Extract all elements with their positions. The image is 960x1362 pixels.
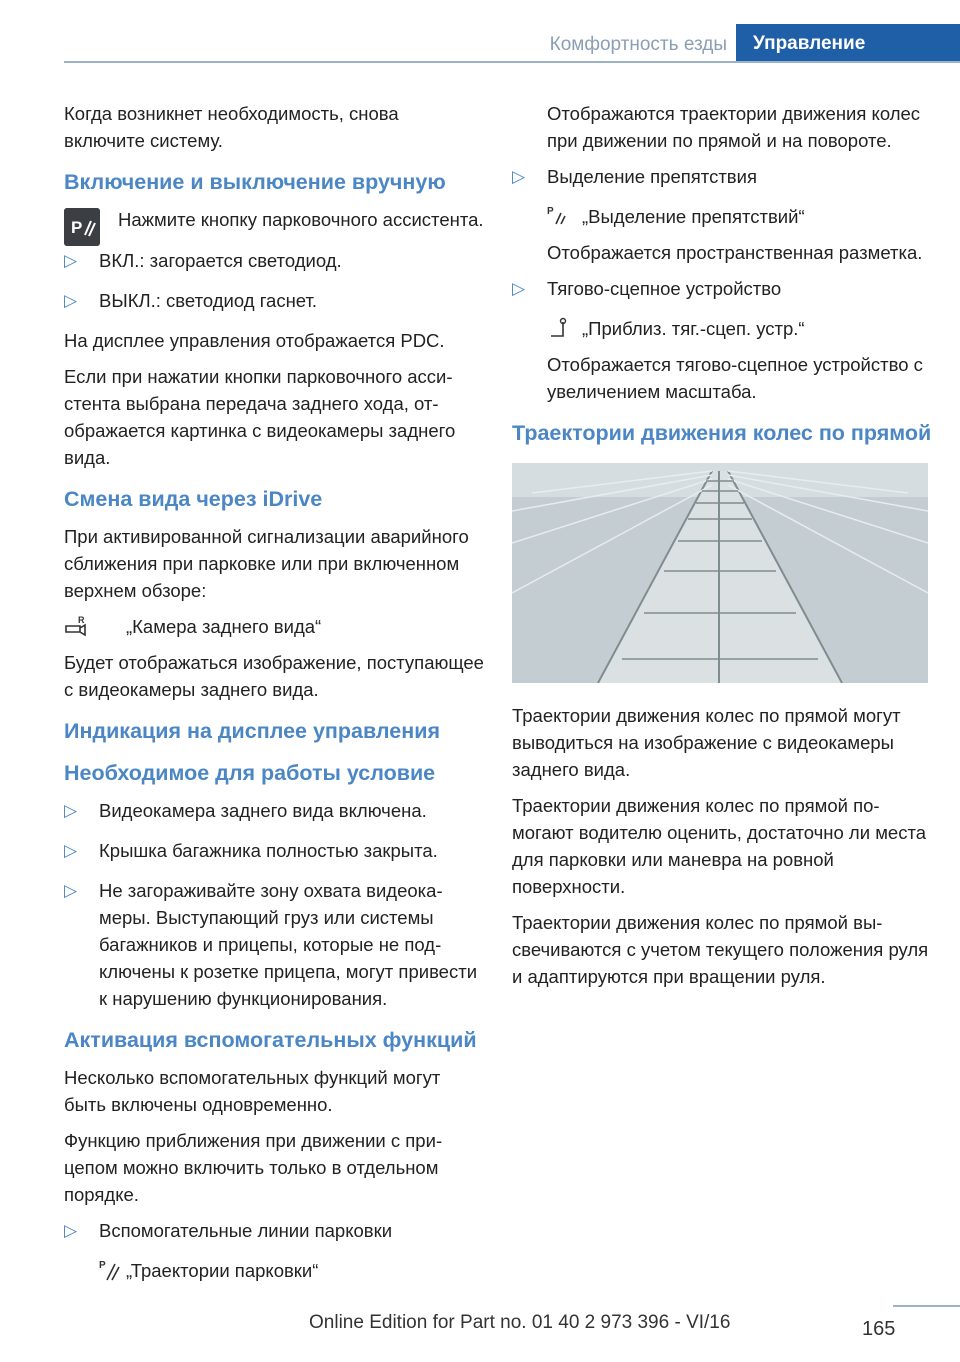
menu-item-trajectories: P „Траектории парковки“ [99, 1260, 319, 1281]
heading-manual: Включение и выключение вручную [64, 170, 446, 194]
left-column [64, 100, 484, 1293]
paragraph: Отображаются траектории движения колес при движении по прямой и на повороте. [547, 103, 921, 151]
header-tab: Управление [736, 24, 960, 63]
list-item: ▷ Выделение препятствия [512, 163, 932, 190]
list-item: ▷ Тягово-сцепное устройство [512, 275, 932, 302]
footer-rule [893, 1305, 960, 1307]
menu-item-obstacle: P „Выделение препятствий“ [547, 206, 805, 227]
trajectory-figure [512, 463, 928, 683]
paragraph: Траектории движения колес по прямой помогают водителю оценить, достаточно ли места для парковки или маневра на ровной поверхности. [512, 795, 927, 897]
bullet-triangle-icon: ▷ [512, 167, 526, 186]
paragraph: При активированной сигнализации аварийного сближения при парковке или при включенном верхнем обзоре: [64, 526, 469, 601]
paragraph: Траектории движения колес по прямой могут выводиться на изображение с видеокамеры заднего вида. [512, 705, 901, 780]
page-number: 165 [862, 1318, 896, 1340]
list-item: ▷ Не загораживайте зону охвата видеокамеры. Выступающий груз или системы багажников и прицепы, которые не подключены к розетке прицепа, могут привести к нарушению функционирования. [64, 877, 484, 1012]
list-item: ▷ Крышка багажника полностью закрыта. [64, 837, 484, 864]
button-instruction [64, 206, 484, 237]
header-section: Комфортность езды [549, 34, 727, 55]
bullet-triangle-icon: ▷ [512, 279, 526, 298]
button-text: Нажмите кнопку парковочного ассистента. [118, 209, 484, 230]
svg-text:R: R [78, 615, 85, 625]
menu-item-hitch: „Приблиз. тяг.-сцеп. устр.“ [512, 315, 932, 342]
bullet-triangle-icon: ▷ [64, 801, 78, 820]
aux-list [64, 1217, 484, 1244]
paragraph: Когда возникнет необходимость, снова включите систему. [64, 103, 399, 151]
obstacle-marking-icon [547, 204, 571, 228]
heading-aux: Активация вспомогательных функций [64, 1028, 477, 1052]
list-item: ▷ Вспомогательные линии парковки [64, 1217, 484, 1244]
list-item: ▷ ВЫКЛ.: светодиод гаснет. [64, 287, 484, 314]
bullet-triangle-icon: ▷ [64, 1221, 78, 1240]
rear-camera-icon [64, 614, 88, 638]
paragraph: Функцию приближения при движении с прицепом можно включить только в отдельном порядке. [64, 1130, 443, 1205]
onoff-list [64, 247, 484, 314]
paragraph: Отображается пространственная разметка. [547, 242, 923, 263]
paragraph: На дисплее управления отображается PDC. [64, 330, 445, 351]
paragraph: Будет отображаться изображение, поступающее с видеокамеры заднего вида. [64, 652, 484, 700]
bullet-triangle-icon: ▷ [64, 881, 78, 900]
heading-idrive: Смена вида через iDrive [64, 487, 323, 511]
svg-text:P: P [547, 206, 554, 217]
condition-list [64, 797, 484, 1012]
svg-text:P: P [71, 218, 83, 237]
aux-list-cont [512, 163, 932, 190]
paragraph: Несколько вспомогательных функций могут быть включены одновременно. [64, 1067, 441, 1115]
heading-condition: Необходимое для работы условие [64, 761, 436, 785]
menu-item-camera: R „Камера заднего вида“ [64, 613, 484, 640]
bullet-triangle-icon: ▷ [64, 291, 78, 310]
bullet-triangle-icon: ▷ [64, 251, 78, 270]
parking-assistant-button-icon [64, 208, 100, 246]
paragraph: Траектории движения колес по прямой высвечиваются с учетом текущего положения руля и адаптируются при вращении руля. [512, 912, 929, 987]
heading-display: Индикация на дисплее управления [64, 719, 441, 743]
aux-list-cont2 [512, 275, 932, 302]
header-rule [64, 61, 960, 63]
bullet-triangle-icon: ▷ [64, 841, 78, 860]
right-column [512, 100, 932, 999]
paragraph: Если при нажатии кнопки парковочного ассистента выбрана передача заднего хода, отображается картинка с видеокамеры заднего вида. [64, 366, 456, 468]
heading-straight: Траектории движения колес по прямой [512, 421, 932, 445]
parking-lines-icon [99, 1258, 123, 1282]
trailer-hitch-icon [547, 316, 571, 340]
paragraph: Отображается тягово-сцепное устройство с увеличением масштаба. [547, 354, 923, 402]
footer-edition: Online Edition for Part no. 01 40 2 973 396 - VI/16 [309, 1312, 731, 1333]
list-item: ▷ Видеокамера заднего вида включена. [64, 797, 484, 824]
svg-text:P: P [99, 1260, 106, 1271]
list-item: ▷ ВКЛ.: загорается светодиод. [64, 247, 484, 274]
